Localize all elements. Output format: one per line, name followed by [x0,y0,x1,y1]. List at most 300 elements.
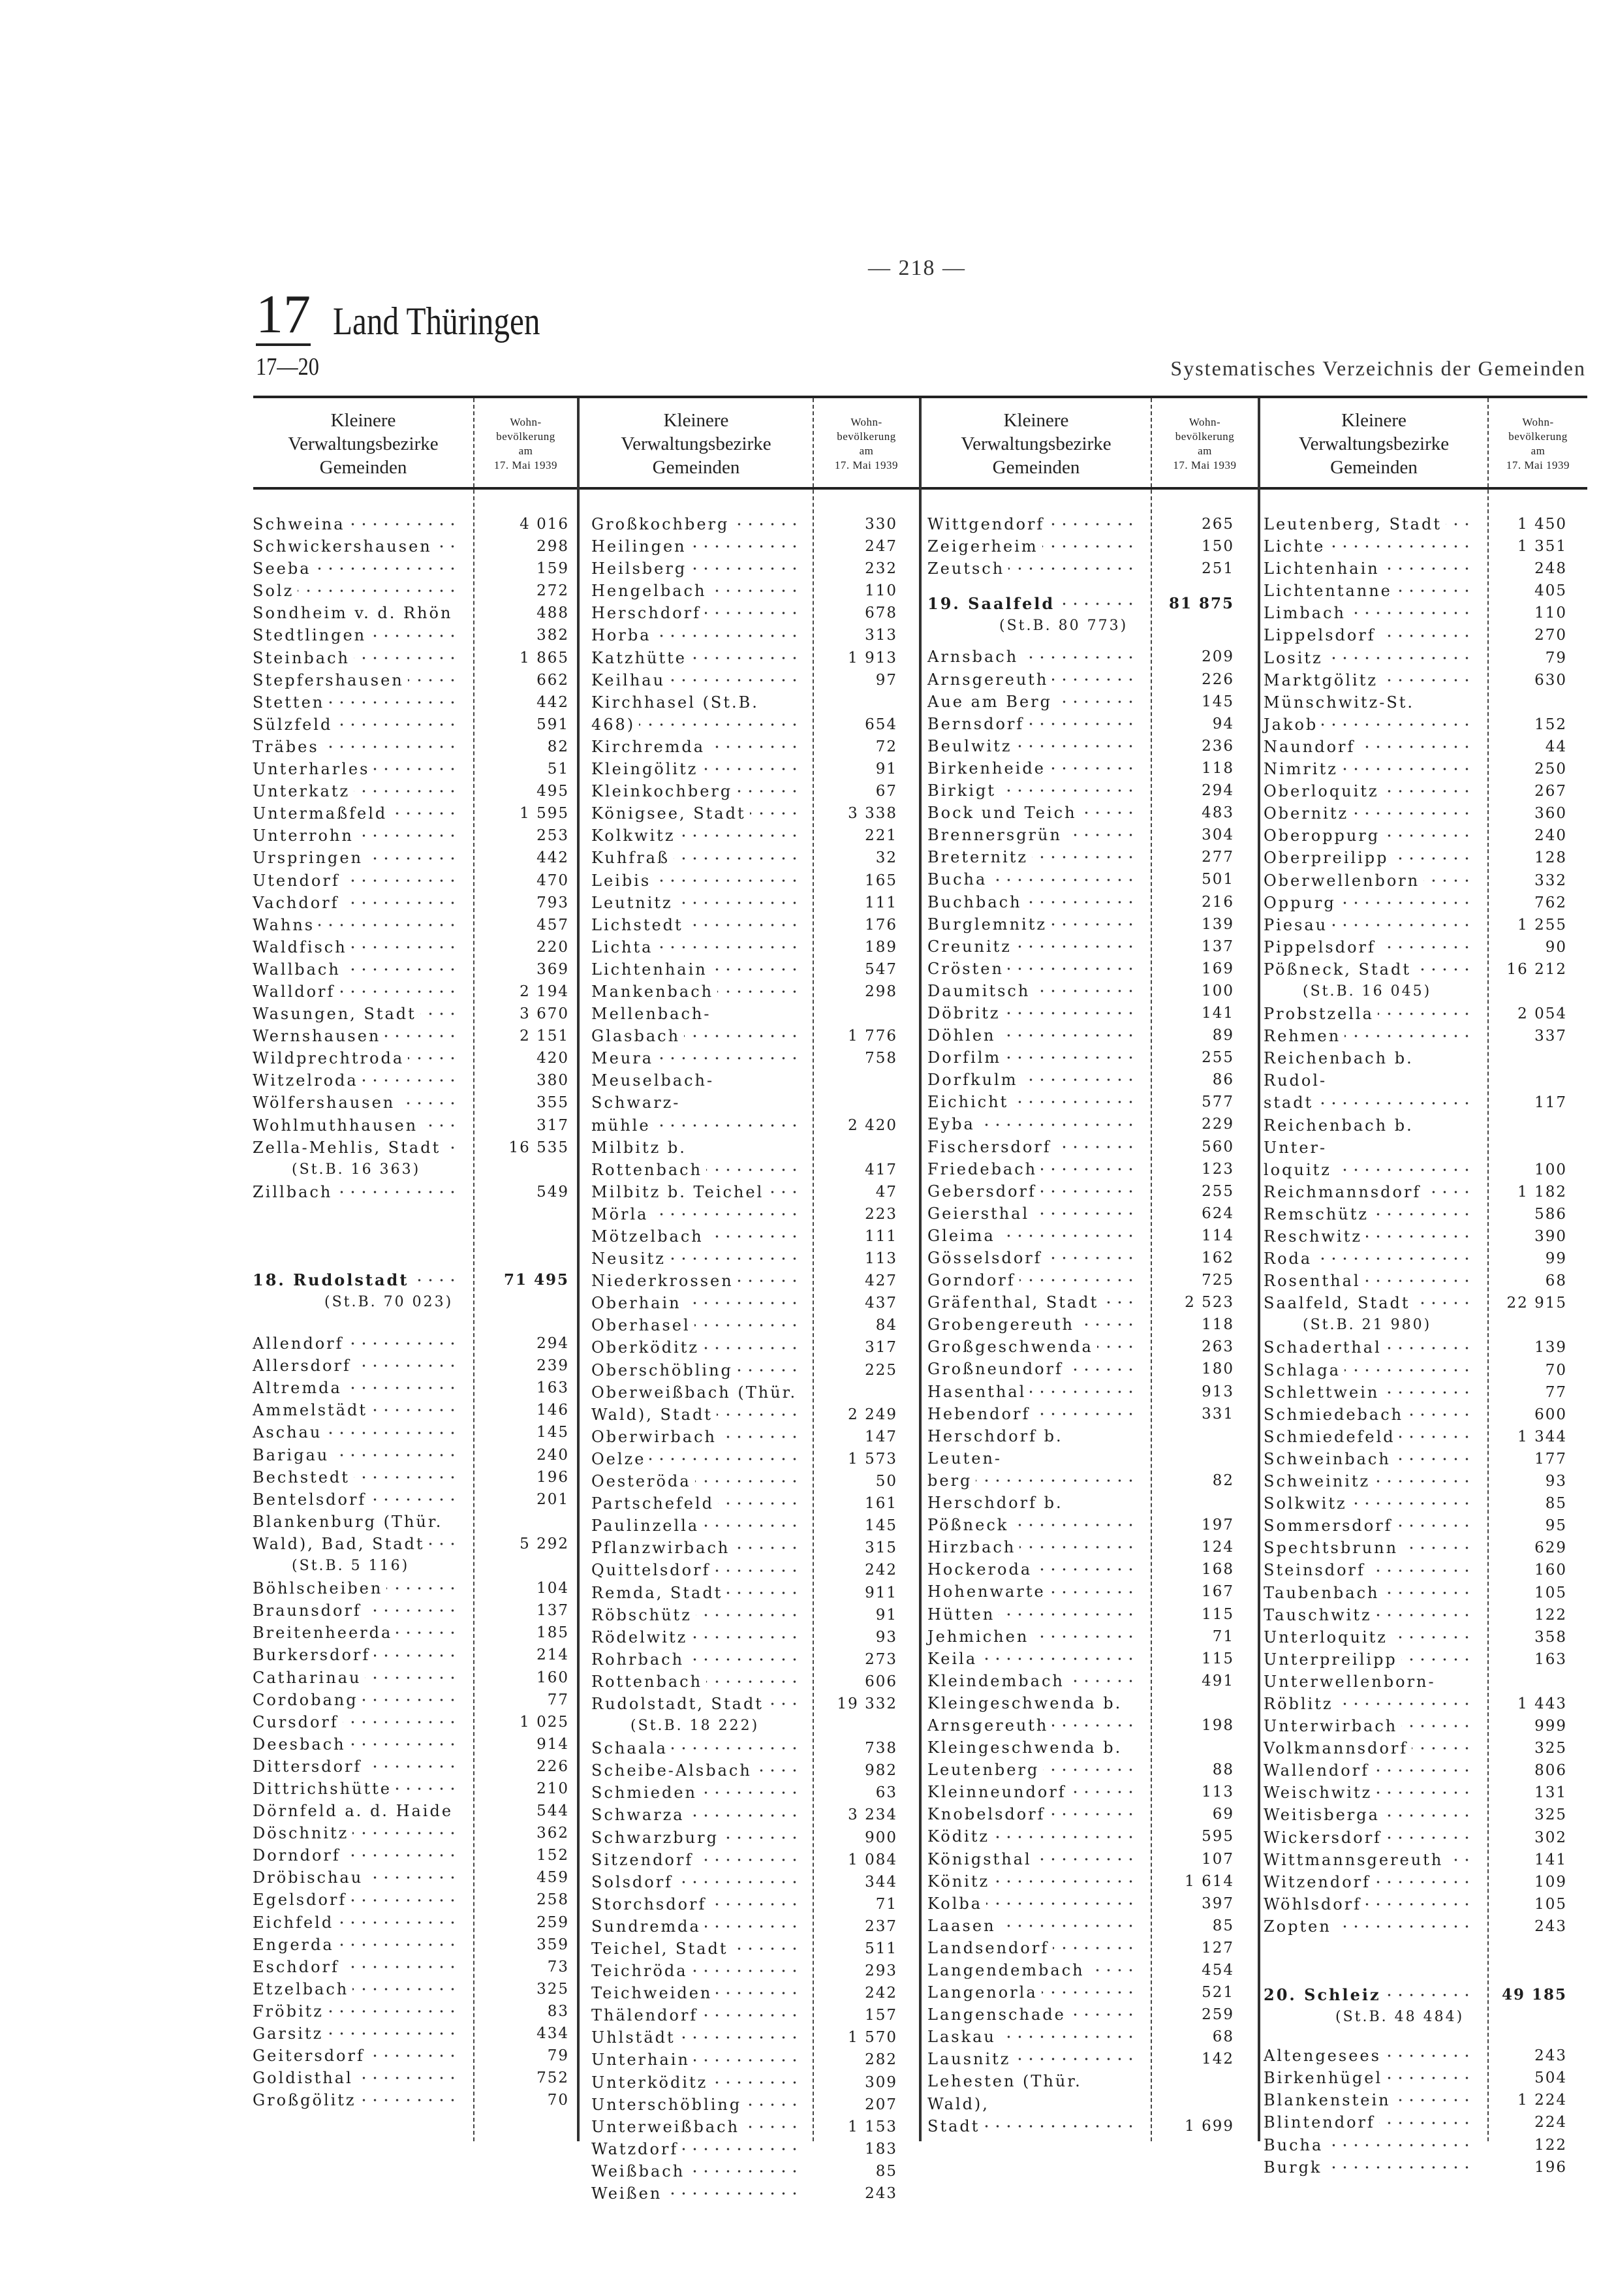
municipality-name: Schaala [591,1739,672,1757]
municipality-name: Döbritz [927,1004,1004,1022]
name-cell [253,1488,458,1511]
table-row [1264,1404,1616,1426]
table-row [253,602,641,624]
population-value: 22 915 [1506,1295,1567,1312]
name-cell [927,1626,1136,1648]
name-cell [1264,1671,1472,1715]
population-value: 1 025 [520,1713,569,1731]
population-value: 44 [1545,738,1567,755]
municipality-name: Reichenbach b. Rudol- stadt [1264,1049,1414,1112]
name-cell [927,1136,1136,1158]
name-cell [591,1137,800,1181]
population-value: 85 [1545,1495,1567,1513]
municipality-name: Oppurg [1264,894,1340,912]
note-row [253,1159,641,1181]
population-value: 95 [1545,1517,1567,1535]
population-value: 94 [1212,715,1234,732]
table-row [1264,914,1616,936]
population-value: 145 [1202,693,1234,710]
municipality-name: Gösselsdorf [927,1249,1046,1267]
district-name: 18. Rudolstadt [253,1270,412,1289]
population-value: 331 [1202,1405,1234,1423]
column-divider [1151,398,1152,2141]
name-cell [253,1822,458,1844]
name-cell [591,2138,800,2160]
population-value: 1 699 [1185,2117,1234,2135]
table-row [253,1934,641,1956]
table-row [927,1069,1306,1091]
population-value: 380 [536,1072,569,1090]
name-cell [1264,825,1472,847]
name-cell [253,1778,458,1800]
municipality-name: Arnsgereuth [927,670,1052,689]
name-cell [1264,1537,1472,1559]
column-divider [473,398,474,2141]
name-cell [591,892,800,914]
name-cell [591,558,800,580]
population-value: 91 [875,761,897,778]
municipality-name: Wahns [253,916,319,934]
municipality-name: Katzhütte [591,649,691,667]
name-cell [927,535,1136,558]
municipality-name: Sülzfeld [253,716,336,734]
table-row [591,669,937,691]
name-cell [1264,2156,1472,2178]
table-row [1264,1181,1616,1203]
name-cell [591,1648,800,1671]
name-cell [927,1024,1136,1046]
name-cell [591,1782,800,1804]
municipality-name: Weißbach [591,2162,689,2180]
name-cell [591,1604,800,1626]
table-row [253,847,641,869]
name-cell [253,2022,458,2045]
name-cell [253,1934,458,1956]
header-label: bevölkerung [837,430,896,443]
name-cell [1264,1715,1472,1737]
name-cell [927,1180,1136,1203]
population-value: 3 670 [520,1005,569,1023]
municipality-name: Unterrohn [253,826,358,845]
population-value: 16 212 [1506,960,1567,978]
table-row [253,892,641,914]
municipality-name: Knobelsdorf [927,1805,1049,1823]
population-value: 198 [1202,1716,1234,1734]
table-row [253,1047,641,1069]
population-value: 595 [1202,1828,1234,1846]
population-value: 1 776 [848,1028,897,1045]
municipality-name: Teichweiden [591,1984,716,2002]
name-cell [927,1313,1136,1336]
name-cell [927,1069,1136,1091]
population-value: 325 [536,1980,569,1998]
population-value: 470 [536,872,569,889]
name-cell [591,1336,800,1359]
population-value: 69 [1212,1806,1234,1823]
population-value: 141 [1202,1004,1234,1022]
population-value: 662 [536,671,569,689]
municipality-name: Dröbischau [253,1868,367,1887]
population-value: 270 [1534,627,1567,644]
population-value: 317 [865,1339,897,1357]
municipality-name: Unterschöbling [591,2096,745,2114]
population-note: (St.B. 5 116) [292,1558,413,1574]
population-value: 442 [536,849,569,867]
table-row [1264,847,1616,869]
population-value: 2 151 [520,1028,569,1045]
table-row [253,1778,641,1800]
table-row [1264,1893,1616,1915]
table-row [591,2026,937,2049]
municipality-name: Wölfershausen [253,1093,399,1112]
municipality-name: Schwickershausen [253,537,436,556]
municipality-name: Gräfenthal, Stadt [927,1293,1102,1312]
population-note: (St.B. 21 980) [1303,1317,1435,1333]
name-cell [253,1555,497,1577]
population-value: 19 332 [837,1695,897,1712]
name-cell [1264,1248,1472,1270]
population-value: 294 [536,1335,569,1353]
population-value: 110 [865,582,897,600]
municipality-name: Sundremda [591,1917,705,1936]
name-cell [927,1937,1136,1959]
population-value: 111 [865,894,897,911]
municipality-name: Schmiedefeld [1264,1428,1399,1446]
table-row [927,1870,1306,1893]
municipality-name: Schaderthal [1264,1338,1386,1357]
table-row [253,624,641,646]
population-value: 139 [1202,915,1234,933]
table-row [591,1759,937,1782]
municipality-name: Wernshausen [253,1027,384,1045]
name-cell [927,1358,1136,1380]
table-row [591,2116,937,2138]
table-row [253,580,641,602]
name-cell [927,1403,1136,1425]
name-cell [927,757,1136,779]
header-label: Verwaltungsbezirke [288,433,439,454]
municipality-name: Dittrichshütte [253,1780,396,1798]
population-value: 146 [536,1402,569,1419]
name-cell [253,714,458,736]
population-value: 214 [536,1646,569,1664]
population-value: 911 [865,1584,897,1601]
municipality-name: Witzelroda [253,1071,362,1090]
table-row [1264,1492,1616,1515]
table-row [1264,1203,1616,1225]
municipality-name: Pippelsdorf [1264,938,1380,956]
population-note: (St.B. 48 484) [1335,2009,1468,2025]
name-cell [1264,647,1472,669]
name-cell [253,1689,458,1711]
name-cell [927,1870,1136,1893]
table-row [927,1269,1306,1291]
name-cell [591,647,800,669]
population-value: 159 [536,560,569,578]
table-row [1264,1915,1616,1938]
population-value: 1 614 [1185,1872,1234,1890]
population-value: 225 [865,1361,897,1379]
name-cell [253,825,458,847]
population-value: 123 [1202,1160,1234,1178]
population-value: 267 [1534,783,1567,800]
population-value: 128 [1534,849,1567,867]
table-row [927,1670,1306,1692]
municipality-name: Kleingölitz [591,760,702,778]
name-cell [253,691,458,714]
population-value: 82 [1212,1471,1234,1489]
population-value: 109 [1534,1873,1567,1891]
column-header-population [1152,402,1258,486]
column-divider [813,398,814,2141]
name-cell [927,1803,1136,1825]
municipality-name: Schmieden [591,1784,701,1802]
table-row [591,1203,937,1225]
population-value: 152 [536,1847,569,1864]
table-row [927,1781,1306,1803]
municipality-name: Birkigt [927,781,1000,800]
municipality-name: Hirzbach [927,1538,1019,1556]
population-value: 114 [1202,1227,1234,1244]
name-cell [1264,758,1472,780]
table-row [1264,802,1616,825]
name-cell [1264,1893,1472,1915]
population-value: 161 [865,1495,897,1513]
table-row [253,1399,641,1421]
municipality-name: Blintendorf [1264,2113,1379,2131]
municipality-name: Birkenheide [927,759,1049,778]
population-value: 180 [1202,1360,1234,1378]
population-value: 85 [1212,1917,1234,1934]
population-value: 139 [1534,1339,1567,1357]
municipality-name: Wohlmuthhausen [253,1116,422,1135]
table-row [253,1421,641,1443]
name-cell [927,1425,1136,1492]
population-value: 223 [865,1205,897,1223]
table-row [927,1002,1306,1024]
population-value: 325 [1534,1740,1567,1757]
population-value: 141 [1534,1851,1567,1868]
name-cell [591,1203,800,1225]
name-cell [591,1448,800,1470]
population-value: 417 [865,1161,897,1178]
name-cell [591,780,800,802]
name-cell [253,513,458,535]
municipality-name: Keilhau [591,671,669,689]
municipality-name: Etzelbach [253,1980,352,1998]
table-row [591,1871,937,1893]
table-row [1264,1359,1616,1381]
municipality-name: Kirchhasel (St.B. 468) [591,693,759,734]
table-row [1264,2111,1616,2133]
name-cell [253,981,458,1003]
name-cell [1264,602,1472,624]
name-cell [591,981,800,1003]
population-value: 1 084 [848,1851,897,1868]
municipality-name: Zella-Mehlis, Stadt [253,1139,444,1157]
table-row [591,1137,937,1181]
table-row [927,1381,1306,1403]
population-value: 491 [1202,1672,1234,1690]
note-row [927,615,1306,637]
table-row [591,936,937,958]
table-row [1264,647,1616,669]
population-value: 147 [865,1428,897,1445]
name-cell [1264,1515,1472,1537]
table-row [253,1444,641,1466]
municipality-name: Milbitz b. Rottenbach [591,1139,706,1179]
table-row [927,646,1306,668]
name-cell [927,1915,1136,1937]
table-row [1264,1626,1616,1648]
name-cell [927,1002,1136,1024]
population-value: 355 [536,1094,569,1112]
name-cell [927,1558,1136,1580]
table-row [591,1938,937,1960]
municipality-name: Spechtsbrunn [1264,1539,1402,1557]
name-cell [1264,870,1472,892]
table-row [1264,1448,1616,1470]
table-row [591,736,937,758]
name-cell [927,1492,1136,1536]
population-value: 427 [865,1272,897,1290]
municipality-name: Partschefeld [591,1494,718,1513]
table-row [927,535,1306,558]
table-row [253,1689,641,1711]
population-value: 654 [865,716,897,733]
table-row [927,1425,1306,1492]
table-row [253,2089,641,2111]
population-value: 232 [865,560,897,578]
municipality-name: Neusitz [591,1250,670,1268]
table-row [591,535,937,558]
municipality-name: Hockeroda [927,1560,1036,1579]
municipality-name: Hohenwarte [927,1582,1049,1601]
name-cell [591,2116,800,2138]
name-cell [1264,1181,1472,1203]
population-value: 229 [1202,1116,1234,1133]
population-value: 420 [536,1050,569,1067]
table-row [253,1137,641,1159]
name-cell [591,1960,800,1982]
population-value: 1 570 [848,2029,897,2047]
name-cell [591,1893,800,1915]
population-value: 1 443 [1517,1695,1567,1712]
population-value: 145 [865,1517,897,1535]
population-value: 113 [865,1250,897,1268]
table-row [927,668,1306,691]
municipality-name: Münschwitz-St. Jakob [1264,693,1415,734]
table-row [927,1915,1306,1937]
table-row [927,1225,1306,1247]
population-note: (St.B. 18 222) [630,1718,763,1734]
municipality-name: Schmiedebach [1264,1406,1407,1424]
population-value: 405 [1534,582,1567,600]
header-label: Verwaltungsbezirke [961,433,1111,454]
municipality-name: Unterweißbach [591,2118,743,2136]
table-row [591,580,937,602]
name-cell [591,1582,800,1604]
name-cell [591,1225,800,1248]
name-cell [1264,513,1472,535]
municipality-name: Scheibe-Alsbach [591,1761,756,1780]
name-cell [591,1915,800,1938]
population-value: 758 [865,1050,897,1067]
population-value: 165 [865,872,897,889]
name-cell [1264,847,1472,869]
table-row [927,1848,1306,1870]
municipality-name: Oberwirbach [591,1428,721,1446]
column-header-population [474,402,577,486]
table-row [927,846,1306,868]
municipality-name: Lichta [591,938,657,956]
population-value: 1 595 [520,805,569,823]
header-label: Wohn- [1189,416,1221,428]
table-row [253,914,641,936]
note-row [1264,2006,1616,2028]
population-value: 100 [1202,982,1234,999]
table-row [927,1091,1306,1113]
population-value: 999 [1534,1718,1567,1735]
population-value: 255 [1202,1182,1234,1200]
name-cell [1264,2134,1472,2156]
name-cell [253,780,458,802]
municipality-name: Catharinau [253,1669,365,1687]
table-row [591,1381,937,1426]
population-value: 304 [1202,826,1234,844]
header-label: 17. Mai 1939 [834,459,899,471]
name-cell [253,1137,458,1159]
name-cell [591,1426,800,1448]
municipality-name: Großgölitz [253,2091,360,2109]
table-row [1264,892,1616,914]
table-row [927,891,1306,913]
population-value: 1 913 [848,649,897,667]
table-row [253,1956,641,1978]
municipality-name: Eichfeld [253,1913,337,1932]
population-value: 752 [536,2069,569,2087]
name-cell [591,1515,800,1537]
name-cell [927,735,1136,757]
name-cell [253,1733,458,1755]
population-value: 259 [536,1913,569,1931]
name-cell [253,1889,458,1911]
name-cell [927,558,1136,580]
population-value: 265 [1202,516,1234,533]
table-row [927,913,1306,936]
name-cell [253,1444,458,1466]
table-row [253,1755,641,1778]
municipality-name: Meura [591,1049,657,1067]
population-value: 325 [1534,1806,1567,1824]
name-cell [927,1648,1136,1670]
name-cell [591,1069,800,1136]
population-value: 77 [1545,1383,1567,1401]
name-cell [1264,2111,1472,2133]
table-row [253,1889,641,1911]
municipality-name: Beulwitz [927,737,1016,755]
municipality-name: Großkochberg [591,515,733,533]
table-row [253,1069,641,1092]
table-row [591,1693,937,1715]
table-row [591,1181,937,1203]
municipality-name: Leutenberg, Stadt [1264,515,1446,533]
population-value: 105 [1534,1584,1567,1601]
population-value: 390 [1534,1228,1567,1245]
name-cell [253,1466,458,1488]
name-cell [1264,669,1472,691]
header-label: am [1198,445,1212,457]
